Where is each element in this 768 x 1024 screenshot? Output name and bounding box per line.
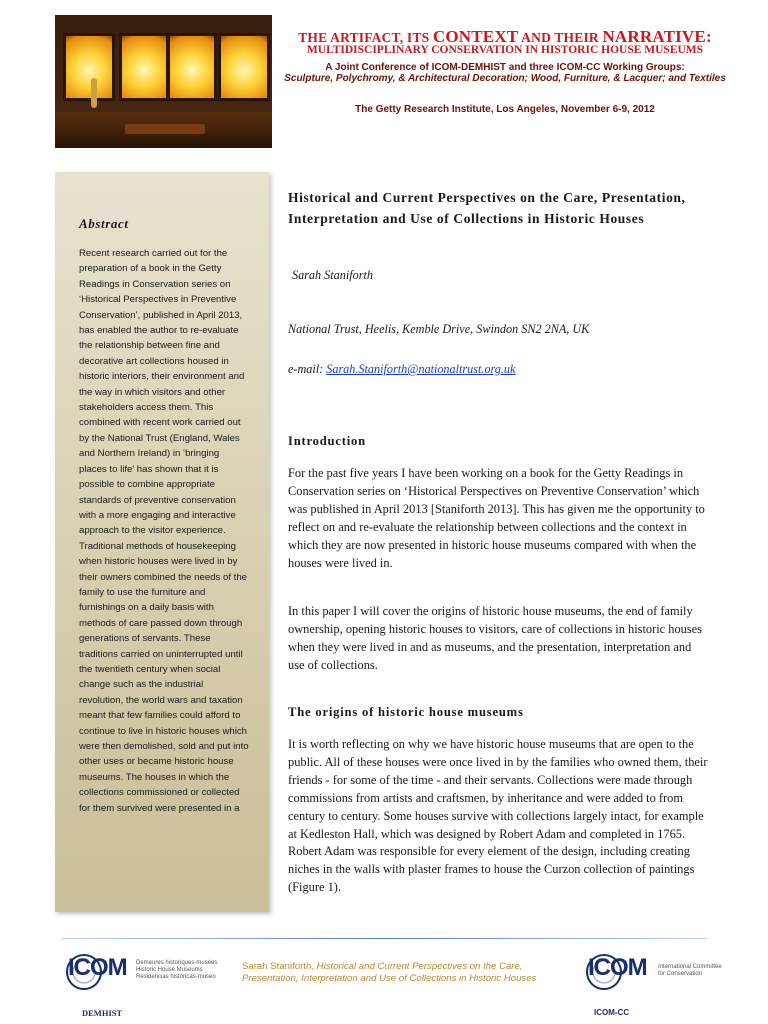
stained-glass-window xyxy=(218,33,270,101)
abstract-text: Recent research carried out for the preparation of a book in the Getty Readings in Conservation series on ‘Historical Perspectives in Preventive Conservation’, published in April 2013, has enabled the author to re-evaluate the relationship between fine and decorative art collections housed in historic interiors, their environment and the way in which visitors and other stakeholders access them. This combined with recent work carried out by the National Trust (England, Wales and Northern Ireland) in ‘bringing places to life’ has shown that it is possible to combine appropriate standards of preventive conservation with a more engaging and interactive approach to the visitor experience. Traditional methods of housekeeping when historic houses were lived in by their owners combined the needs of the family to use the furniture and furnishings on a daily basis with methods of care passed down through generations of servants. These traditions carried on uninterrupted until the twentieth century when social change such as the industrial revolution, the world wars and taxation meant that few families could afford to continue to live in historic houses which were then demolished, sold and put into other uses or became historic house museums. The houses in which the collections commissioned or collected for them survived were presented in a xyxy=(79,248,249,814)
conference-header-photo xyxy=(55,15,272,148)
icom-cc-logo: ICOM International Committee for Conservation ICOM-CC xyxy=(580,950,730,1020)
paragraph: For the past five years I have been working on a book for the Getty Readings in Conservation series on ‘Historical Perspectives on Preventive Conservation’ which was published in April 2013 [Staniforth 2013]. This has given me the opportunity to reflect on and re-evaluate the relationship between collections and the context in which they are now presented in historic house museums compared with when the houses were lived in. xyxy=(288,466,705,570)
conference-venue-date: The Getty Research Institute, Los Angeles, November 6-9, 2012 xyxy=(355,104,655,115)
stained-glass-window xyxy=(119,33,169,101)
paragraph: In this paper I will cover the origins of historic house museums, the end of family ownership, opening historic houses to visitors, care of collections in historic houses when they were lived in and as museums, and the presentation, interpretation and use of collections. xyxy=(288,604,702,672)
paragraph: It is worth reflecting on why we have historic house museums that are open to the public. All of these houses were once lived in by the families who owned them, their friends - for some of the time - and their servants. Collections were made through commissions from artists and craftsmen, by inheritance and were added to from century to century. Some houses survive with collections largely intact, for example at Kedleston Hall, which was designed by Robert Adam and completed in 1765. Robert Adam was responsible for every element of the design, including creating niches in the walls with plaster frames to house the Curzon collection of paintings (Figure 1). xyxy=(288,737,708,895)
email-link[interactable]: Sarah.Staniforth@nationaltrust.org.uk xyxy=(326,362,516,376)
icom-demhist-logo: ICOM Demeures historiques-musées Historic House Museums Residencias históricas-museo DEMHIST xyxy=(60,950,235,1020)
conference-subtitle: MULTIDISCIPLINARY CONSERVATION IN HISTORIC HOUSE MUSEUMS xyxy=(306,44,704,56)
conference-title: THE ARTIFACT, ITS CONTEXT AND THEIR NARRATIVE: xyxy=(298,27,712,46)
footer-divider xyxy=(62,938,707,939)
abstract-heading: Abstract xyxy=(79,216,129,231)
stained-glass-window xyxy=(167,33,217,101)
abstract-sidebar xyxy=(55,172,269,912)
author-email: e-mail: Sarah.Staniforth@nationaltrust.org.uk xyxy=(288,362,516,376)
conference-description: A Joint Conference of ICOM-DEMHIST and three ICOM-CC Working Groups: Sculpture, Polychromy, & Architectural Decoration; Wood, Furniture, & Lacquer; and Textiles xyxy=(284,62,726,84)
stained-glass-window xyxy=(63,33,115,101)
section-heading-introduction: Introduction xyxy=(288,434,366,448)
section-heading-origins: The origins of historic house museums xyxy=(288,705,524,719)
author-affiliation: National Trust, Heelis, Kemble Drive, Swindon SN2 2NA, UK xyxy=(288,322,590,336)
footer-citation: Sarah Staniforth, Historical and Current Perspectives on the Care, Presentation, Interpretation and Use of Collections in Historic Houses xyxy=(242,961,537,985)
paper-title: Historical and Current Perspectives on the Care, Presentation, Interpretation and Use of Collections in Historic Houses xyxy=(288,190,686,226)
table xyxy=(125,124,205,134)
paper-author: Sarah Staniforth xyxy=(292,268,373,282)
lamp xyxy=(91,78,97,108)
